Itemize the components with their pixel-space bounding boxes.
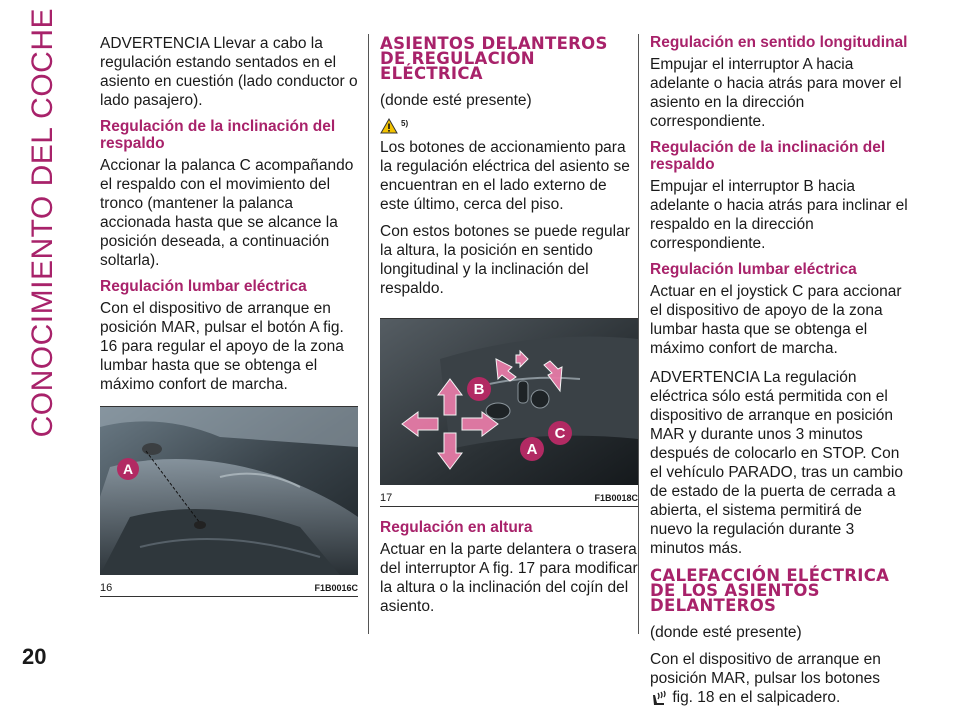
- svg-text:C: C: [554, 425, 566, 442]
- column-divider: [638, 34, 639, 634]
- heading-backrest-tilt: Regulación de la inclinación del respaldo: [100, 118, 336, 152]
- section-heading-seat-heating: CALEFACCIÓN ELÉCTRICA DE LOS ASIENTOS DELANTEROS: [650, 566, 890, 615]
- seat-controls-photo: [380, 319, 638, 485]
- column-1: [100, 34, 358, 597]
- figure-17: [380, 318, 638, 507]
- section-heading-electric-seats: ASIENTOS DELANTEROS DE REGULACIÓN ELÉCTRICA: [380, 34, 608, 83]
- paragraph-height: Actuar en la parte delantera o trasera del interruptor A fig. 17 para modificar la altura o la inclinación del cojín del asiento.: [380, 541, 638, 615]
- paragraph-backrest-tilt: Accionar la palanca C acompañando el respaldo con el movimiento del tronco (mantener la palanca accionada hasta que se alcance la posición deseada, a continuación soltarla).: [100, 157, 354, 269]
- figure-number: 17: [380, 492, 393, 504]
- column-divider: [368, 34, 369, 634]
- heading-lumbar: Regulación lumbar eléctrica: [650, 261, 857, 278]
- paragraph-adjust-options: Con estos botones se puede regular la altura, la posición en sentido longitudinal y la inclinación del respaldo.: [380, 223, 630, 297]
- section-side-title: CONOCIMIENTO DEL COCHE: [26, 8, 59, 438]
- column-3: [650, 34, 908, 707]
- paragraph-button-location: Los botones de accionamiento para la regulación eléctrica del asiento se encuentran en el lado externo de este último, cerca del piso.: [380, 139, 630, 213]
- heading-backrest-tilt: Regulación de la inclinación del respaldo: [650, 139, 886, 173]
- paragraph-longitudinal: Empujar el interruptor A hacia adelante o hacia atrás para mover el asiento en la dirección correspondiente.: [650, 56, 902, 130]
- heading-lumbar: Regulación lumbar eléctrica: [100, 278, 307, 295]
- figure-code: F1B0016C: [314, 583, 358, 593]
- column-2: [380, 34, 638, 624]
- paragraph-lumbar: Con el dispositivo de arranque en posición MAR, pulsar el botón A fig. 16 para regular el apoyo de la zona lumbar hasta que se obtenga el máximo confort de marcha.: [100, 300, 344, 393]
- page-number: 20: [22, 644, 47, 669]
- paragraph-lumbar: Actuar en el joystick C para accionar el dispositivo de apoyo de la zona lumbar hasta que se obtenga el máximo confort de marcha.: [650, 283, 902, 357]
- warning-paragraph: ADVERTENCIA La regulación eléctrica sólo está permitida con el dispositivo de arranque en posición MAR y durante unos 3 minutos después de colocarlo en STOP. Con el vehículo PARADO, tras un cambio de estado de la puerta de cerrada a abierta, el sistema permitirá de nuevo la regulación durante 3 minutos más.: [650, 369, 903, 557]
- svg-text:A: A: [122, 461, 134, 477]
- figure-caption: [100, 580, 358, 596]
- warning-paragraph: ADVERTENCIA Llevar a cabo la regulación estando sentados en el asiento en cuestión (lado conductor o lado pasajero).: [100, 35, 358, 109]
- seat-lumbar-photo: [100, 407, 358, 575]
- availability-note: (donde esté presente): [650, 624, 802, 641]
- paragraph-seat-heating: Con el dispositivo de arranque en posición MAR, pulsar los botones fig. 18 en el salpicadero.: [650, 651, 881, 706]
- figure-code: F1B0018C: [594, 493, 638, 503]
- warning-icon: [380, 118, 398, 134]
- seat-heat-icon: [650, 689, 668, 707]
- availability-note: (donde esté presente): [380, 92, 532, 109]
- heading-height: Regulación en altura: [380, 519, 533, 536]
- heading-longitudinal: Regulación en sentido longitudinal: [650, 34, 908, 51]
- figure-number: 16: [100, 582, 113, 594]
- svg-text:B: B: [473, 381, 485, 398]
- figure-caption: [380, 490, 638, 506]
- warning-reference: 5): [380, 118, 638, 134]
- svg-text:A: A: [526, 441, 538, 458]
- paragraph-backrest-tilt: Empujar el interruptor B hacia adelante o hacia atrás para inclinar el respaldo en la dirección correspondiente.: [650, 178, 908, 252]
- figure-16: [100, 406, 358, 597]
